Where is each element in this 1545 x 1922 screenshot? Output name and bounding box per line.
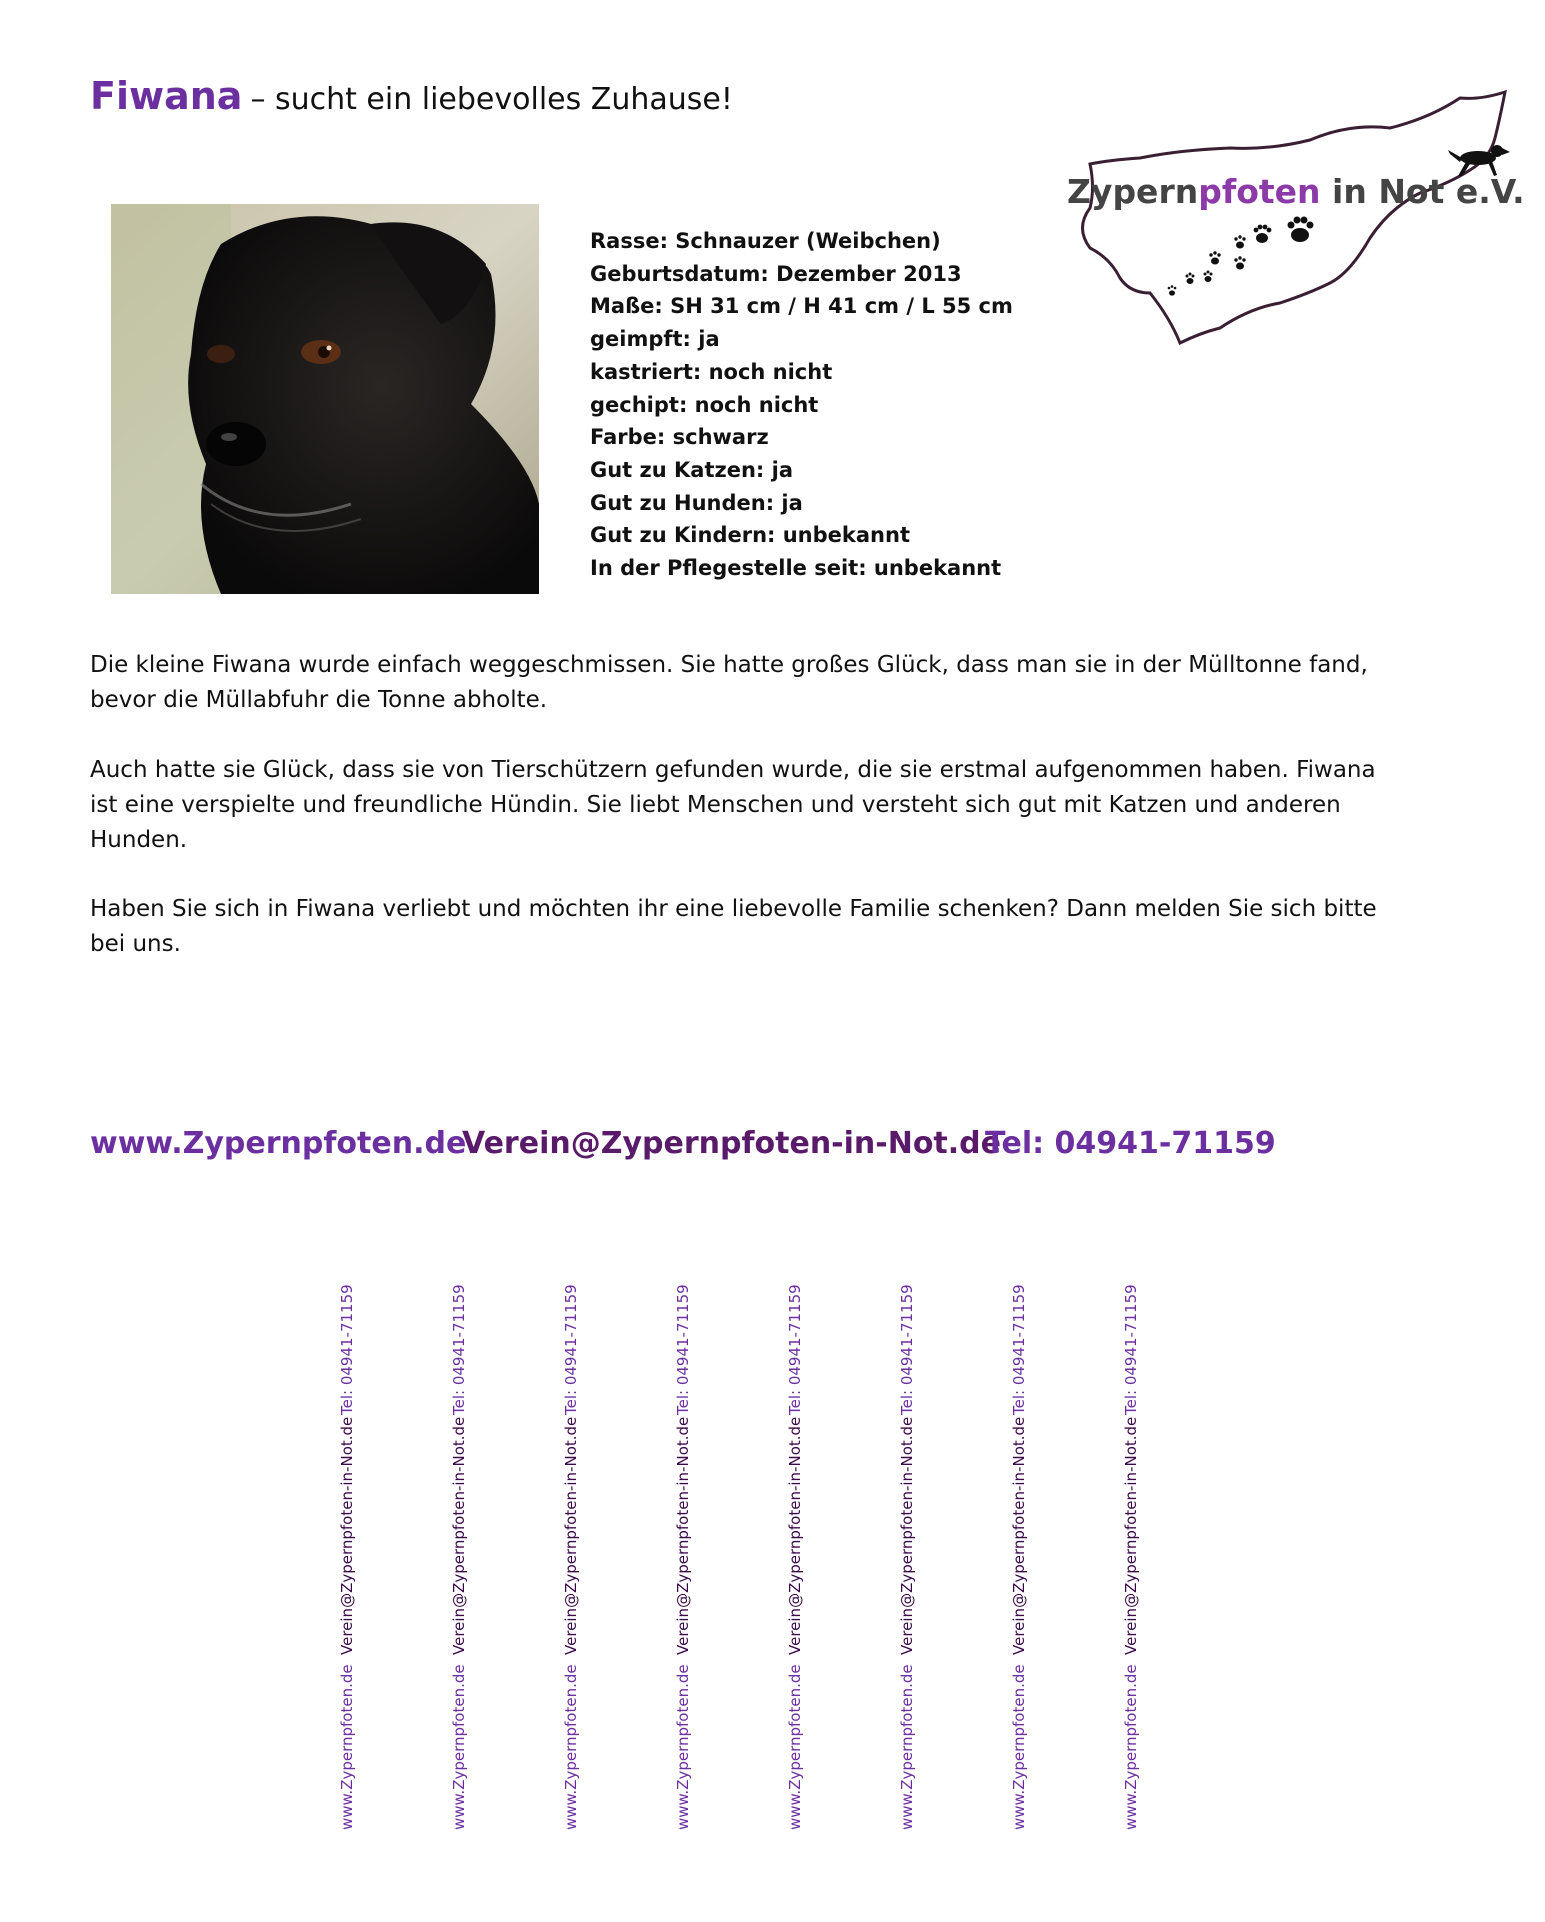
strip-website: www.Zypernpfoten.de <box>562 1664 580 1830</box>
tear-off-strip[interactable] <box>430 1284 470 1830</box>
description-paragraph: Haben Sie sich in Fiwana verliebt und möchten ihr eine liebevolle Familie schenken? Dann melden Sie sich bitte bei uns. <box>90 896 1377 957</box>
strip-email: Verein@Zypernpfoten-in-Not.de <box>1122 1416 1140 1655</box>
dog-name: Fiwana <box>90 74 243 118</box>
cyprus-map-logo <box>1050 88 1510 350</box>
fact-neutered: kastriert: noch nicht <box>590 359 833 384</box>
fact-birthdate: Geburtsdatum: Dezember 2013 <box>590 261 962 286</box>
strip-phone: Tel: 04941-71159 <box>1010 1284 1028 1415</box>
description-paragraph: Auch hatte sie Glück, dass sie von Tierschützern gefunden wurde, die sie erstmal aufgenommen haben. Fiwana ist eine verspielte und freundliche Hündin. Sie liebt Menschen und versteht sich gut mit Katzen und anderen Hunden. <box>90 757 1376 853</box>
contact-phone: Tel: 04941-71159 <box>985 1126 1276 1161</box>
strip-phone: Tel: 04941-71159 <box>338 1284 356 1415</box>
tear-off-strip[interactable] <box>878 1284 918 1830</box>
description-paragraph: Die kleine Fiwana wurde einfach weggeschmissen. Sie hatte großes Glück, dass man sie in der Mülltonne fand, bevor die Müllabfuhr die Tonne abholte. <box>90 652 1368 713</box>
strip-website: www.Zypernpfoten.de <box>898 1664 916 1830</box>
logo-text: Zypernpfoten in Not e.V. <box>1067 172 1525 211</box>
strip-email: Verein@Zypernpfoten-in-Not.de <box>898 1416 916 1655</box>
tear-off-strip[interactable] <box>654 1284 694 1830</box>
tear-off-strip[interactable] <box>766 1284 806 1830</box>
strip-website: www.Zypernpfoten.de <box>338 1664 356 1830</box>
fact-foster-since: In der Pflegestelle seit: unbekannt <box>590 556 1002 581</box>
strip-phone: Tel: 04941-71159 <box>898 1284 916 1415</box>
strip-email: Verein@Zypernpfoten-in-Not.de <box>450 1416 468 1655</box>
fact-dogs: Gut zu Hunden: ja <box>590 490 803 515</box>
strip-phone: Tel: 04941-71159 <box>450 1284 468 1415</box>
fact-color: Farbe: schwarz <box>590 425 769 450</box>
tear-off-strip[interactable] <box>542 1284 582 1830</box>
strip-phone: Tel: 04941-71159 <box>562 1284 580 1415</box>
fact-vaccinated: geimpft: ja <box>590 327 720 352</box>
strip-website: www.Zypernpfoten.de <box>1122 1664 1140 1830</box>
fact-measurements: Maße: SH 31 cm / H 41 cm / L 55 cm <box>590 294 1013 319</box>
strip-email: Verein@Zypernpfoten-in-Not.de <box>338 1416 356 1655</box>
strip-website: www.Zypernpfoten.de <box>1010 1664 1028 1830</box>
title-tagline: – sucht ein liebevolles Zuhause! <box>250 82 733 117</box>
strip-website: www.Zypernpfoten.de <box>786 1664 804 1830</box>
contact-email[interactable]: Verein@Zypernpfoten-in-Not.de <box>462 1126 1001 1161</box>
strip-phone: Tel: 04941-71159 <box>786 1284 804 1415</box>
strip-email: Verein@Zypernpfoten-in-Not.de <box>786 1416 804 1655</box>
strip-email: Verein@Zypernpfoten-in-Not.de <box>562 1416 580 1655</box>
strip-website: www.Zypernpfoten.de <box>674 1664 692 1830</box>
fact-cats: Gut zu Katzen: ja <box>590 457 793 482</box>
strip-website: www.Zypernpfoten.de <box>450 1664 468 1830</box>
strip-email: Verein@Zypernpfoten-in-Not.de <box>674 1416 692 1655</box>
strip-phone: Tel: 04941-71159 <box>1122 1284 1140 1415</box>
dog-photo <box>111 204 539 594</box>
tear-off-strip[interactable] <box>1102 1284 1142 1830</box>
contact-website[interactable]: www.Zypernpfoten.de <box>90 1126 467 1161</box>
tear-off-strip[interactable] <box>318 1284 358 1830</box>
fact-breed: Rasse: Schnauzer (Weibchen) <box>590 229 941 253</box>
tear-off-strip[interactable] <box>990 1284 1030 1830</box>
strip-email: Verein@Zypernpfoten-in-Not.de <box>1010 1416 1028 1655</box>
paw-prints-icon <box>1168 217 1314 296</box>
page-title <box>90 74 733 118</box>
facts-list <box>590 225 1013 585</box>
fact-chipped: gechipt: noch nicht <box>590 392 819 417</box>
strip-phone: Tel: 04941-71159 <box>674 1284 692 1415</box>
fact-kids: Gut zu Kindern: unbekannt <box>590 523 910 548</box>
